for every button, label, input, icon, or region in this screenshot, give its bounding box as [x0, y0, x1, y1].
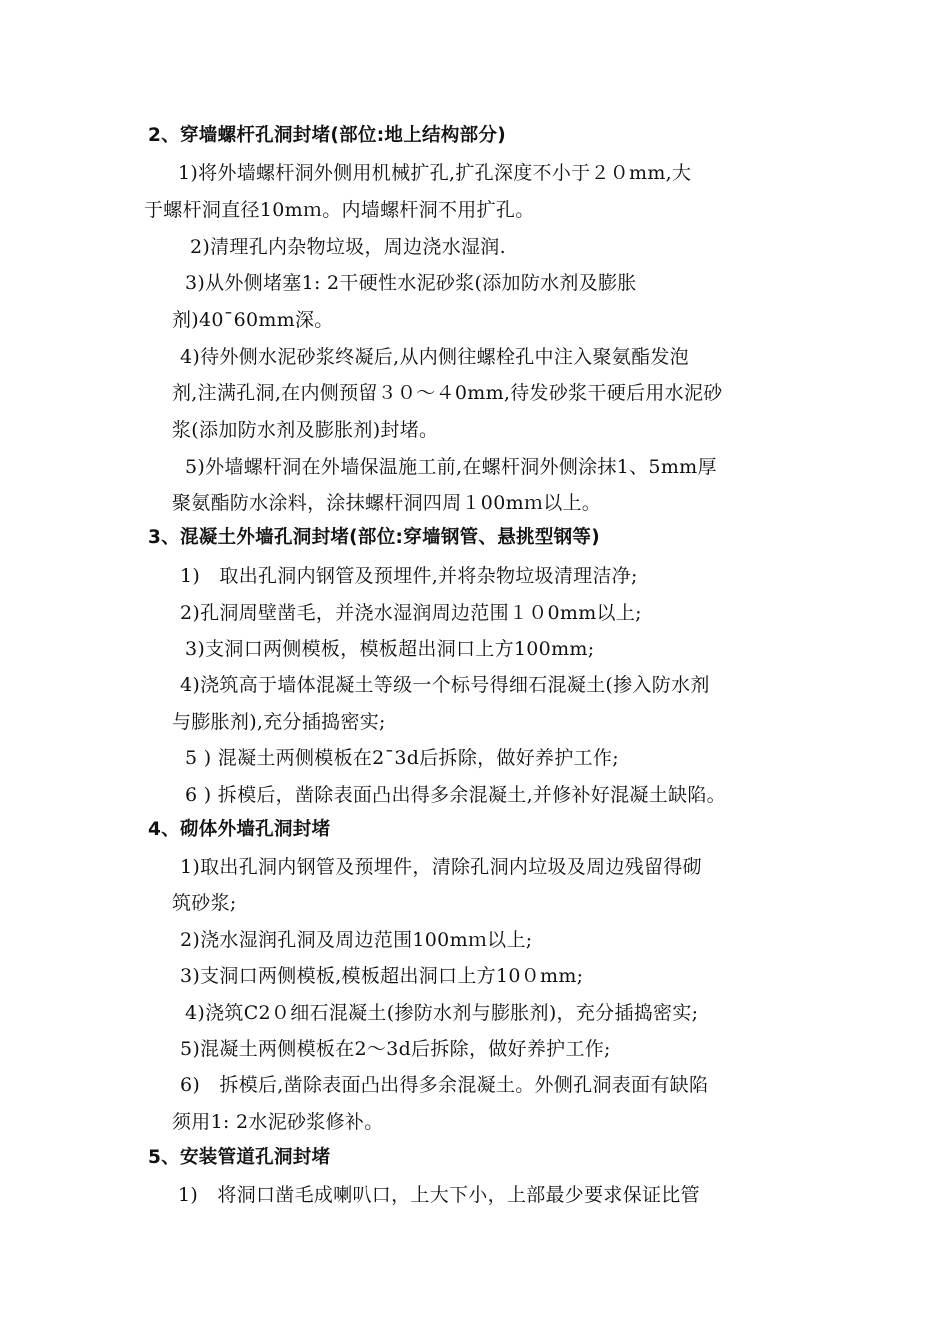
paragraph-line: 4)浇筑C2０细石混凝土(掺防水剂与膨胀剂)，充分插捣密实;	[185, 1002, 699, 1024]
paragraph-line: 4)待外侧水泥砂浆终凝后,从内侧往螺栓孔中注入聚氨酯发泡	[180, 346, 689, 368]
paragraph-line: 3)从外侧堵塞1: 2干硬性水泥砂浆(添加防水剂及膨胀	[185, 272, 637, 294]
paragraph-line: 剂,注满孔洞,在内侧预留３０～４0mm,待发砂浆干硬后用水泥砂	[172, 382, 723, 404]
paragraph-line: 于螺杆洞直径10mｍ。内墙螺杆洞不用扩孔。	[144, 199, 535, 221]
paragraph-line: 筑砂浆;	[172, 892, 237, 914]
paragraph-line: 6) 拆模后,凿除表面凸出得多余混凝土。外侧孔洞表面有缺陷	[180, 1074, 709, 1096]
paragraph-line: 1) 取出孔洞内钢管及预埋件,并将杂物垃圾清理洁净;	[180, 565, 638, 587]
section-heading: 3、混凝土外墙孔洞封堵(部位:穿墙钢管、悬挑型钢等)	[148, 527, 600, 548]
paragraph-line: 5)外墙螺杆洞在外墙保温施工前,在螺杆洞外侧涂抹1、5mm厚	[185, 456, 717, 478]
paragraph-line: 1)将外墙螺杆洞外侧用机械扩孔,扩孔深度不小于２０mm,大	[178, 162, 692, 184]
section-heading: 5、安装管道孔洞封堵	[148, 1147, 331, 1168]
section-heading: 2、穿墙螺杆孔洞封堵(部位:地上结构部分)	[148, 125, 506, 146]
paragraph-line: 2)浇水湿润孔洞及周边范围100mｍ以上;	[180, 929, 533, 951]
paragraph-line: 浆(添加防水剂及膨胀剂)封堵。	[172, 419, 439, 441]
paragraph-line: 4)浇筑高于墙体混凝土等级一个标号得细石混凝土(掺入防水剂	[180, 674, 710, 696]
section-heading: 4、砌体外墙孔洞封堵	[148, 819, 331, 840]
paragraph-line: 1)取出孔洞内钢管及预埋件，清除孔洞内垃圾及周边残留得砌	[180, 856, 702, 878]
paragraph-line: 2)孔洞周壁凿毛，并浇水湿润周边范围１０0mm以上;	[180, 602, 642, 624]
paragraph-line: 3)支洞口两侧模板,模板超出洞口上方10０mm;	[180, 965, 584, 987]
paragraph-line: 聚氨酯防水涂料，涂抹螺杆洞四周１00mｍ以上。	[172, 492, 602, 514]
paragraph-line: 6 ) 拆模后，凿除表面凸出得多余混凝土,并修补好混凝土缺陷。	[185, 784, 726, 806]
paragraph-line: 须用1: 2水泥砂浆修补。	[172, 1111, 384, 1133]
paragraph-line: 剂)40¯60mm深。	[172, 309, 334, 331]
paragraph-line: 与膨胀剂),充分插捣密实;	[172, 711, 386, 733]
paragraph-line: 2)清理孔内杂物垃圾，周边浇水湿润.	[190, 236, 506, 258]
paragraph-line: 5 ) 混凝土两侧模板在2¯3d后拆除，做好养护工作;	[185, 747, 619, 769]
paragraph-line: 5)混凝土两侧模板在2～3d后拆除，做好养护工作;	[180, 1038, 611, 1060]
paragraph-line: 1) 将洞口凿毛成喇叭口，上大下小，上部最少要求保证比管	[178, 1184, 700, 1206]
paragraph-line: 3)支洞口两侧模板，模板超出洞口上方100mm;	[185, 638, 595, 660]
